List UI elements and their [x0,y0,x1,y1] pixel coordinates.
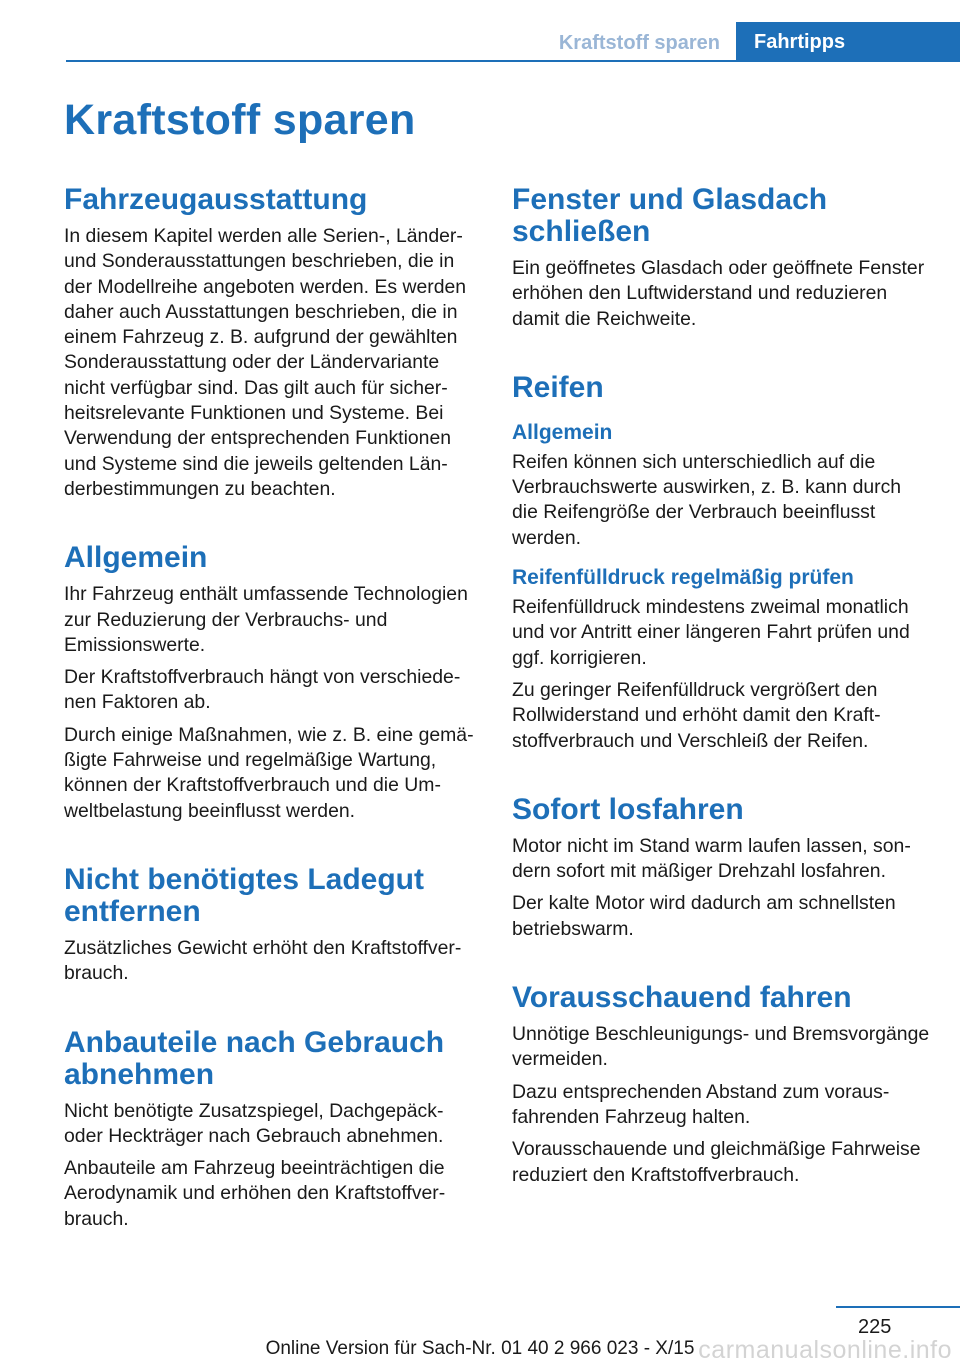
paragraph: Zu geringer Reifenfülldruck vergrößert den Rollwiderstand und erhöht damit den Kraftstoffverbrauch und Verschleiß der Reifen. [512,678,881,752]
heading-vorausschauend-fahren: Vorausschauend fahren [512,981,852,1015]
right-column [512,184,930,1188]
paragraph: In diesem Kapitel werden alle Serien-, Länder- und Sonderausstattungen beschrieben, die in der Modellreihe angeboten werden. Es werden daher auch Ausstattungen beschrieben, die in einem Fahrzeug z. B. aufgrund der gewählten Sonderausstattung oder der Ländervariante nicht verfügbar sind. Das gilt auch für sicherheitsrelevante Funktionen und Systeme. Bei Verwendung der entsprechenden Funktionen und Systeme sind die jeweils geltenden Länderbestimmungen zu beachten. [64,225,467,500]
paragraph: Durch einige Maßnahmen, wie z. B. eine gemäßigte Fahrweise und regelmäßige Wartung, können der Kraftstoffverbrauch und die Umweltbelastung beeinflusst werden. [64,723,474,822]
heading-sofort-losfahren: Sofort losfahren [512,792,744,826]
footer-rule [836,1306,960,1308]
heading-anbauteile: Anbauteile nach Gebrauch abnehmen [64,1025,445,1091]
left-column [64,184,480,1232]
heading-reifen: Reifen [512,370,604,404]
page-number: 225 [858,1316,892,1338]
header-section-name: Kraftstoff sparen [558,32,720,54]
page-title: Kraftstoff sparen [64,96,416,144]
subheading-allgemein: Allgemein [512,420,613,444]
paragraph: Reifen können sich unterschiedlich auf die Verbrauchswerte auswirken, z. B. kann durch die Reifengröße der Verbrauch beeinflusst werden. [512,450,902,549]
paragraph: Motor nicht im Stand warm laufen lassen, sondern sofort mit mäßiger Drehzahl losfahren. [512,834,911,883]
header-rule [66,60,960,62]
paragraph: Anbauteile am Fahrzeug beeinträchtigen die Aerodynamik und erhöhen den Kraftstoffverbrauch. [64,1157,446,1230]
heading-ladegut: Nicht benötigtes Ladegut entfernen [64,862,424,928]
footer-version-text: Online Version für Sach-Nr. 01 40 2 966 023 - X/15 [265,1338,695,1359]
paragraph: Nicht benötigte Zusatzspiegel, Dachgepäck- oder Heckträger nach Gebrauch abnehmen. [64,1099,444,1147]
paragraph: Ihr Fahrzeug enthält umfassende Technologien zur Reduzierung der Verbrauchs- und Emissionswerte. [64,583,468,656]
heading-allgemein: Allgemein [64,541,208,575]
heading-fenster-glasdach: Fenster und Glasdach schließen [512,183,828,248]
paragraph: Zusätzliches Gewicht erhöht den Kraftstoffverbrauch. [64,936,462,985]
paragraph: Dazu entsprechenden Abstand zum vorausfahrenden Fahrzeug halten. [512,1080,890,1128]
watermark: carmanualsonline.info [698,1336,952,1364]
subheading-reifenfuelldruck: Reifenfülldruck regelmäßig prüfen [512,566,854,590]
paragraph: Unnötige Beschleunigungs- und Bremsvorgänge vermeiden. [512,1023,930,1071]
paragraph: Vorausschauende und gleichmäßige Fahrweise reduziert den Kraftstoffverbrauch. [512,1138,921,1186]
paragraph: Der Kraftstoffverbrauch hängt von verschiedenen Faktoren ab. [64,666,461,714]
page-header [0,0,960,62]
header-chapter-tab: Fahrtipps [736,22,960,62]
paragraph: Ein geöffnetes Glasdach oder geöffnete Fenster erhöhen den Luftwiderstand und reduzieren damit die Reichweite. [512,257,925,330]
heading-fahrzeugausstattung: Fahrzeugausstattung [64,183,368,216]
paragraph: Reifenfülldruck mindestens zweimal monatlich und vor Antritt einer längeren Fahrt prüfen und ggf. korrigieren. [512,596,910,669]
paragraph: Der kalte Motor wird dadurch am schnellsten betriebswarm. [512,892,896,940]
